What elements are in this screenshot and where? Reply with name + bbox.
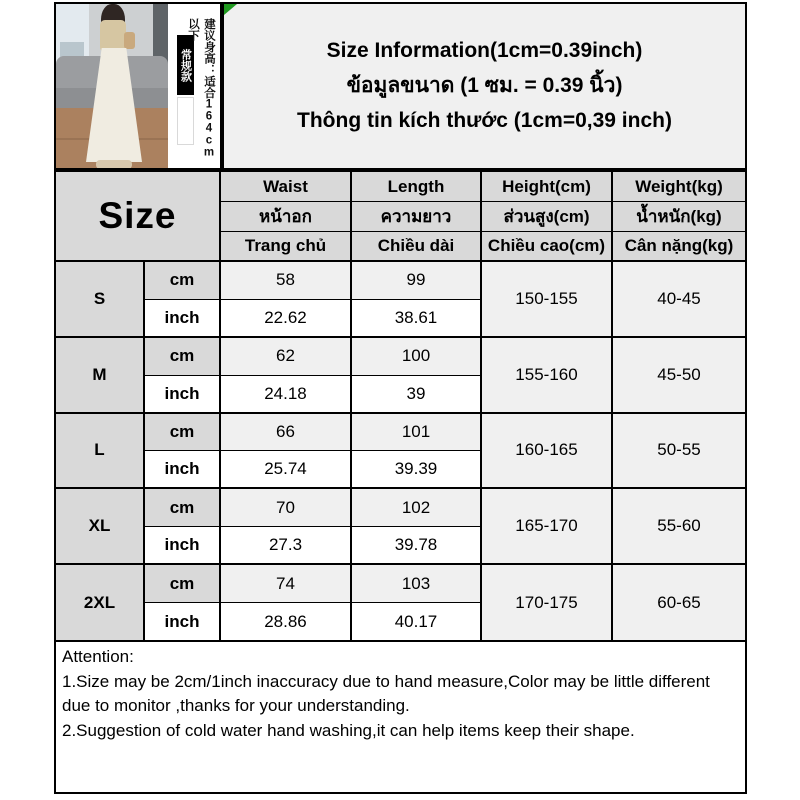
weight-range: 40-45 <box>613 262 745 338</box>
waist-cm-value: 58 <box>221 262 352 300</box>
waist-inch-value: 25.74 <box>221 451 352 489</box>
unit-inch: inch <box>145 603 221 641</box>
unit-cm: cm <box>145 565 221 603</box>
height-suggestion-note: 建议身高：适合164cm以下 <box>187 18 215 159</box>
length-inch-value: 39 <box>352 376 482 414</box>
header-length-vi: Chiều dài <box>352 232 482 262</box>
waist-cm-value: 74 <box>221 565 352 603</box>
header-weight-vi: Cân nặng(kg) <box>613 232 745 262</box>
size-label: M <box>56 338 145 414</box>
weight-range: 60-65 <box>613 565 745 641</box>
unit-cm: cm <box>145 262 221 300</box>
weight-range: 55-60 <box>613 489 745 565</box>
title-block <box>222 2 747 170</box>
unit-cm: cm <box>145 338 221 376</box>
size-table <box>54 170 747 640</box>
header-waist-en: Waist <box>221 172 352 202</box>
length-inch-value: 39.39 <box>352 451 482 489</box>
attention-note-2: 2.Suggestion of cold water hand washing,it can help items keep their shape. <box>62 720 635 740</box>
title-english: Size Information(1cm=0.39inch) <box>326 39 643 62</box>
length-cm-value: 102 <box>352 489 482 527</box>
height-range: 150-155 <box>482 262 613 338</box>
header-waist-vi: Trang chủ <box>221 232 352 262</box>
title-vietnamese: Thông tin kích thước (1cm=0,39 inch) <box>297 109 672 132</box>
weight-range: 50-55 <box>613 414 745 490</box>
unit-inch: inch <box>145 451 221 489</box>
length-inch-value: 38.61 <box>352 300 482 338</box>
header-size: Size <box>56 172 221 262</box>
header-waist-th: หน้าอก <box>221 202 352 232</box>
header-length-th: ความยาว <box>352 202 482 232</box>
length-cm-value: 101 <box>352 414 482 452</box>
photo-model-bag <box>124 32 135 49</box>
header-height-th: ส่วนสูง(cm) <box>482 202 613 232</box>
length-cm-value: 99 <box>352 262 482 300</box>
height-range: 165-170 <box>482 489 613 565</box>
photo-model-top <box>100 20 126 52</box>
waist-cm-value: 66 <box>221 414 352 452</box>
size-label: 2XL <box>56 565 145 641</box>
waist-cm-value: 62 <box>221 338 352 376</box>
photo-model-shoes <box>96 160 132 168</box>
length-inch-value: 39.78 <box>352 527 482 565</box>
unit-inch: inch <box>145 300 221 338</box>
waist-inch-value: 24.18 <box>221 376 352 414</box>
height-range: 170-175 <box>482 565 613 641</box>
length-inch-value: 40.17 <box>352 603 482 641</box>
attention-box <box>54 640 747 794</box>
waist-cm-value: 70 <box>221 489 352 527</box>
unit-cm: cm <box>145 489 221 527</box>
waist-inch-value: 27.3 <box>221 527 352 565</box>
header-length-en: Length <box>352 172 482 202</box>
product-photo <box>56 4 168 168</box>
size-label: XL <box>56 489 145 565</box>
unit-cm: cm <box>145 414 221 452</box>
title-thai: ข้อมูลขนาด (1 ซม. = 0.39 นิ้ว) <box>346 74 623 97</box>
header-weight-th: น้ำหนัก(kg) <box>613 202 745 232</box>
attention-heading: Attention: <box>62 647 134 666</box>
header-height-vi: Chiều cao(cm) <box>482 232 613 262</box>
waist-inch-value: 28.86 <box>221 603 352 641</box>
waist-inch-value: 22.62 <box>221 300 352 338</box>
header-height-en: Height(cm) <box>482 172 613 202</box>
length-cm-value: 103 <box>352 565 482 603</box>
header-weight-en: Weight(kg) <box>613 172 745 202</box>
weight-range: 45-50 <box>613 338 745 414</box>
size-label: S <box>56 262 145 338</box>
length-cm-value: 100 <box>352 338 482 376</box>
size-label: L <box>56 414 145 490</box>
corner-fold-icon <box>224 4 237 15</box>
product-photo-cell <box>54 2 222 170</box>
attention-note-1: 1.Size may be 2cm/1inch inaccuracy due to hand measure,Color may be little different due to monitor ,thanks for your understanding. <box>62 671 710 715</box>
style-tag-badge: 常规款 <box>177 35 194 95</box>
unit-inch: inch <box>145 527 221 565</box>
unit-inch: inch <box>145 376 221 414</box>
photo-side-strip <box>168 4 220 168</box>
height-range: 160-165 <box>482 414 613 490</box>
height-range: 155-160 <box>482 338 613 414</box>
